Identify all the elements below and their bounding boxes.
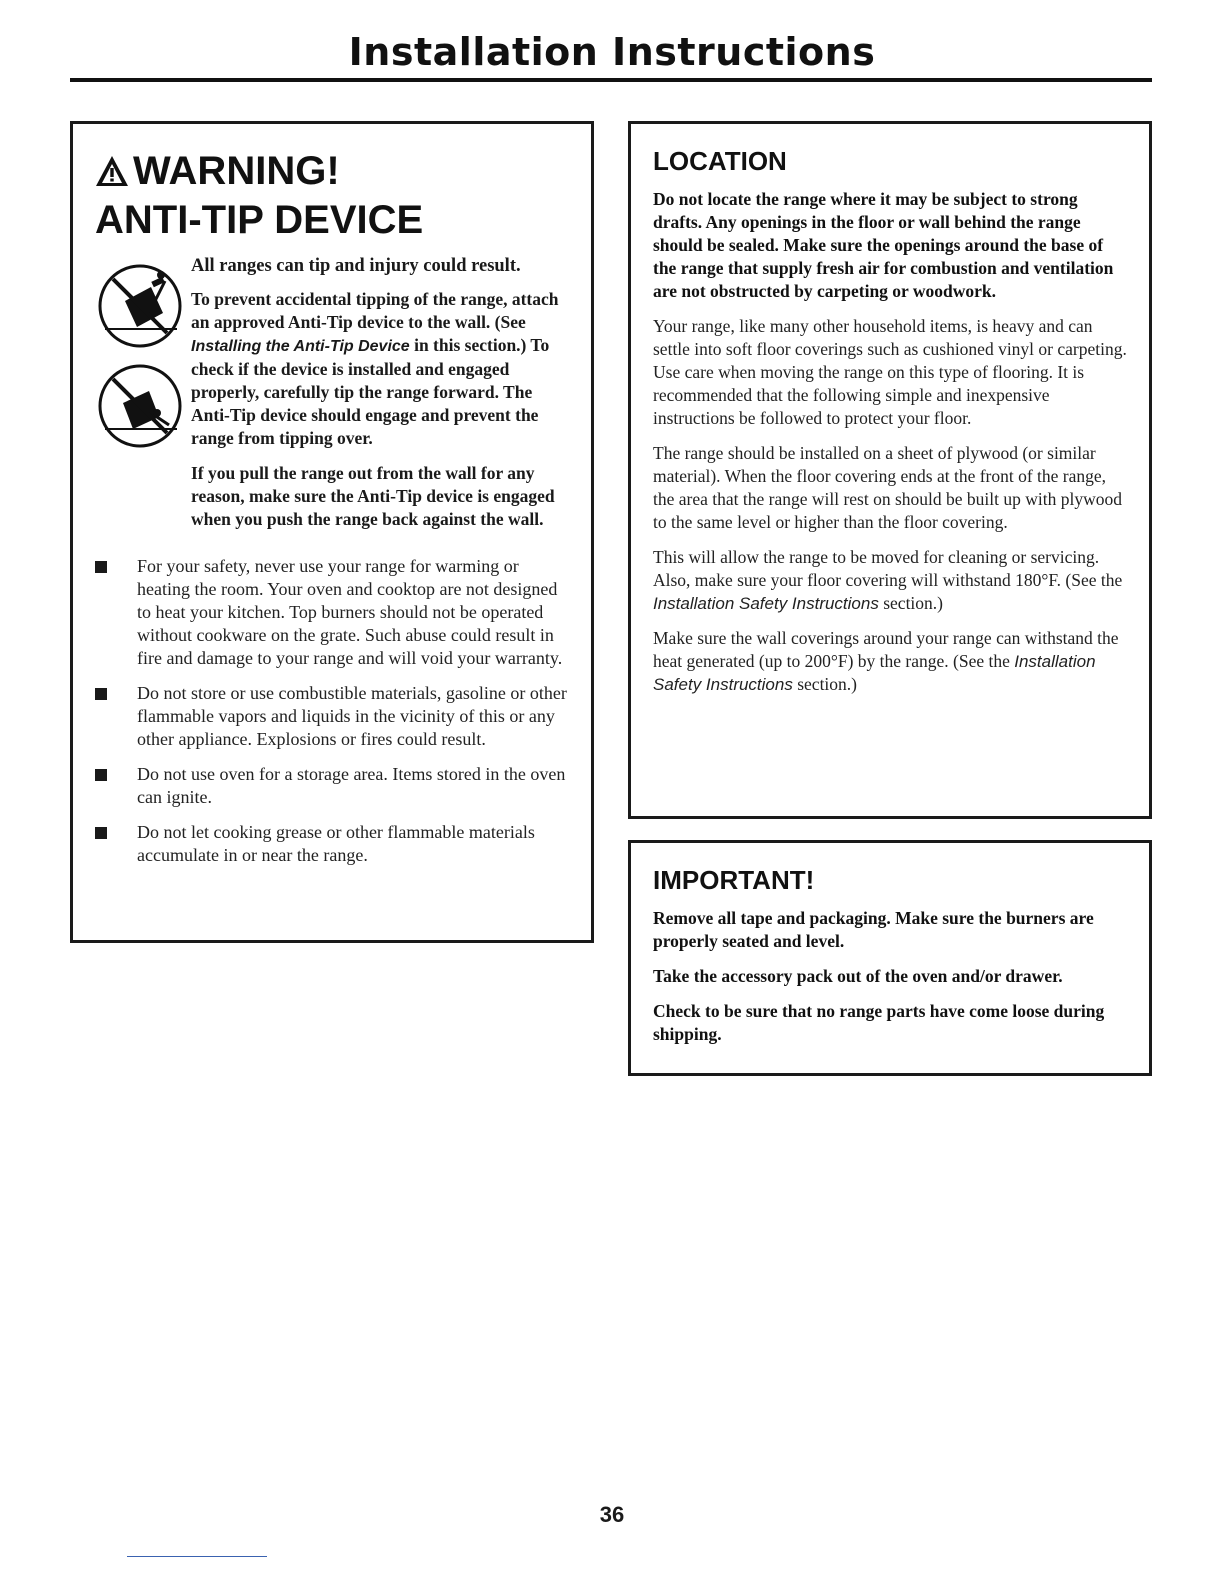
title-rule	[70, 78, 1152, 82]
location-para-3: This will allow the range to be moved for cleaning or servicing. Also, make sure your floor covering will withstand 180°F. (See the Installation Safety Instructions section.)	[653, 547, 1123, 613]
bullet-square-icon	[95, 561, 107, 573]
safety-reference: Installation Safety Instructions	[653, 594, 879, 613]
location-heading: LOCATION	[653, 146, 787, 176]
location-para-4: Make sure the wall coverings around your range can withstand the heat generated (up to 200°F) by the range. (See the Installation Safety Instructions section.)	[653, 628, 1119, 694]
important-para-1: Remove all tape and packaging. Make sure the burners are properly seated and level.	[653, 908, 1094, 951]
bullet-item: Do not store or use combustible materials, gasoline or other flammable vapors and liquids in the vicinity of this or any other appliance. Explosions or fires could result.	[95, 682, 569, 751]
warning-subtitle: ANTI-TIP DEVICE	[95, 198, 424, 242]
warning-bullets	[95, 555, 569, 867]
page-number: 36	[599, 1502, 625, 1527]
important-para-2: Take the accessory pack out of the oven and/or drawer.	[653, 966, 1063, 986]
no-tip-range-icon	[95, 261, 185, 351]
location-box	[628, 121, 1152, 819]
location-para-1: Your range, like many other household items, is heavy and can settle into soft floor coverings such as cushioned vinyl or carpeting. Use care when moving the range on this type of flooring. It is recommended that the following simple and inexpensive instructions be followed to protect your floor.	[653, 316, 1127, 428]
important-heading: IMPORTANT!	[653, 865, 815, 895]
footer-rule	[127, 1556, 267, 1557]
warning-triangle-icon	[95, 151, 129, 197]
anti-tip-reference: Installing the Anti-Tip Device	[191, 338, 410, 355]
warning-lead: All ranges can tip and injury could result.	[191, 256, 521, 276]
bullet-item: For your safety, never use your range for warming or heating the room. Your oven and cooktop are not designed to heat your kitchen. Top burners should not be operated without cookware on the grate. Such abuse could result in fire and damage to your range and will void your warranty.	[95, 555, 569, 670]
warning-box	[70, 121, 594, 943]
tip-hazard-icons	[95, 261, 195, 461]
warning-para-2: If you pull the range out from the wall for any reason, make sure the Anti-Tip device is engaged when you push the range back against the wall.	[191, 463, 555, 529]
page-title: Installation Instructions	[348, 30, 876, 74]
warning-title: WARNING!	[133, 149, 340, 193]
no-tip-range-child-icon	[95, 361, 185, 451]
important-para-3: Check to be sure that no range parts have come loose during shipping.	[653, 1001, 1105, 1044]
important-box	[628, 840, 1152, 1076]
warning-heading	[95, 148, 569, 243]
bullet-square-icon	[95, 769, 107, 781]
bullet-square-icon	[95, 688, 107, 700]
warning-para-1: To prevent accidental tipping of the range, attach an approved Anti-Tip device to the wall. (See Installing the Anti-Tip Device in this section.) To check if the device is installed and engaged properly, carefully tip the range forward. The Anti-Tip device should engage and prevent the range from tipping over.	[191, 289, 559, 448]
location-para-2: The range should be installed on a sheet of plywood (or similar material). When the floor covering ends at the front of the range, the area that the range will rest on should be built up with plywood to the same level or higher than the floor covering.	[653, 443, 1122, 532]
bullet-item: Do not use oven for a storage area. Items stored in the oven can ignite.	[95, 763, 569, 809]
location-bold-para: Do not locate the range where it may be subject to strong drafts. Any openings in the floor or wall behind the range should be sealed. Make sure the openings around the base of the range that supply fresh air for combustion and ventilation are not obstructed by carpeting or woodwork.	[653, 189, 1114, 301]
bullet-square-icon	[95, 827, 107, 839]
bullet-item: Do not let cooking grease or other flammable materials accumulate in or near the range.	[95, 821, 569, 867]
safety-reference: Installation Safety Instructions	[653, 652, 1096, 694]
